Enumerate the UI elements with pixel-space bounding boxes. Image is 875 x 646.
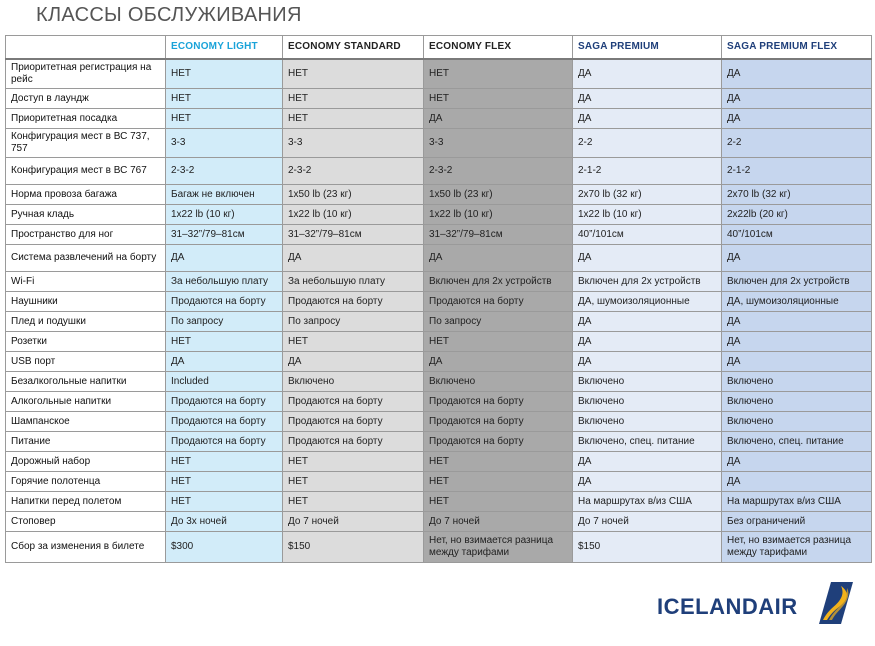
cell-saga-premium: Включено, спец. питание: [573, 432, 722, 452]
cell-economy-standard: ДА: [283, 245, 424, 272]
feature-label: Сбор за изменения в билете: [6, 532, 166, 563]
feature-label: Конфигурация мест в ВС 767: [6, 158, 166, 185]
cell-economy-standard: Продаются на борту: [283, 432, 424, 452]
cell-economy-standard: 2-3-2: [283, 158, 424, 185]
cell-saga-premium: 2-1-2: [573, 158, 722, 185]
cell-economy-light: НЕТ: [166, 452, 283, 472]
header-economy-light: ECONOMY LIGHT: [166, 36, 283, 60]
table-row: [6, 372, 872, 392]
cell-saga-premium-flex: ДА: [722, 452, 872, 472]
cell-economy-light: НЕТ: [166, 89, 283, 109]
cell-saga-premium: 1x22 lb (10 кг): [573, 205, 722, 225]
cell-economy-flex: НЕТ: [424, 472, 573, 492]
feature-label: Стоповер: [6, 512, 166, 532]
feature-label: Ручная кладь: [6, 205, 166, 225]
cell-saga-premium-flex: Включено: [722, 372, 872, 392]
table-row: [6, 452, 872, 472]
cell-economy-light: За небольшую плату: [166, 272, 283, 292]
cell-economy-flex: Нет, но взимается разница между тарифами: [424, 532, 573, 563]
cell-saga-premium: ДА: [573, 312, 722, 332]
cell-economy-standard: НЕТ: [283, 109, 424, 129]
cell-saga-premium-flex: Без ограничений: [722, 512, 872, 532]
cell-economy-light: НЕТ: [166, 472, 283, 492]
cell-economy-flex: НЕТ: [424, 452, 573, 472]
cell-saga-premium: ДА: [573, 472, 722, 492]
cell-economy-light: До 3х ночей: [166, 512, 283, 532]
feature-label: Конфигурация мест в ВС 737, 757: [6, 129, 166, 158]
header-saga-premium: SAGA PREMIUM: [573, 36, 722, 60]
service-classes-table: [5, 35, 872, 563]
feature-label: Шампанское: [6, 412, 166, 432]
cell-saga-premium-flex: На маршрутах в/из США: [722, 492, 872, 512]
cell-economy-flex: Включено: [424, 372, 573, 392]
cell-economy-flex: ДА: [424, 109, 573, 129]
cell-saga-premium: ДА: [573, 109, 722, 129]
cell-saga-premium-flex: ДА: [722, 109, 872, 129]
cell-economy-standard: 31–32”/79–81см: [283, 225, 424, 245]
feature-label: Наушники: [6, 292, 166, 312]
cell-economy-flex: 3-3: [424, 129, 573, 158]
cell-economy-standard: ДА: [283, 352, 424, 372]
cell-saga-premium-flex: Включено, спец. питание: [722, 432, 872, 452]
icelandair-logo: [657, 580, 857, 628]
cell-economy-standard: Включено: [283, 372, 424, 392]
feature-label: Приоритетная посадка: [6, 109, 166, 129]
table-row: [6, 292, 872, 312]
header-economy-standard: ECONOMY STANDARD: [283, 36, 424, 60]
cell-saga-premium-flex: ДА: [722, 472, 872, 492]
cell-saga-premium-flex: ДА: [722, 352, 872, 372]
cell-economy-light: Багаж не включен: [166, 185, 283, 205]
cell-economy-standard: НЕТ: [283, 472, 424, 492]
cell-saga-premium-flex: Включено: [722, 412, 872, 432]
cell-saga-premium: ДА: [573, 59, 722, 89]
cell-economy-light: Продаются на борту: [166, 412, 283, 432]
cell-economy-light: Продаются на борту: [166, 432, 283, 452]
cell-economy-flex: 31–32”/79–81см: [424, 225, 573, 245]
feature-label: Питание: [6, 432, 166, 452]
cell-economy-flex: Включен для 2х устройств: [424, 272, 573, 292]
cell-saga-premium-flex: ДА: [722, 89, 872, 109]
cell-economy-flex: НЕТ: [424, 492, 573, 512]
cell-economy-light: $300: [166, 532, 283, 563]
cell-economy-standard: До 7 ночей: [283, 512, 424, 532]
feature-label: Розетки: [6, 332, 166, 352]
table-row: [6, 89, 872, 109]
cell-saga-premium: $150: [573, 532, 722, 563]
cell-saga-premium: ДА: [573, 245, 722, 272]
cell-saga-premium-flex: 2-2: [722, 129, 872, 158]
cell-economy-light: НЕТ: [166, 332, 283, 352]
table-row: [6, 109, 872, 129]
cell-economy-flex: 2-3-2: [424, 158, 573, 185]
table-row: [6, 312, 872, 332]
feature-label: Wi-Fi: [6, 272, 166, 292]
feature-label: Напитки перед полетом: [6, 492, 166, 512]
cell-economy-flex: ДА: [424, 352, 573, 372]
table-row: [6, 59, 872, 89]
cell-economy-standard: НЕТ: [283, 492, 424, 512]
cell-saga-premium-flex: ДА: [722, 245, 872, 272]
cell-economy-light: НЕТ: [166, 109, 283, 129]
cell-saga-premium: ДА: [573, 352, 722, 372]
feature-label: Доступ в лаундж: [6, 89, 166, 109]
cell-saga-premium-flex: ДА: [722, 312, 872, 332]
cell-economy-standard: НЕТ: [283, 332, 424, 352]
cell-economy-flex: НЕТ: [424, 332, 573, 352]
cell-economy-flex: НЕТ: [424, 59, 573, 89]
cell-saga-premium-flex: 2-1-2: [722, 158, 872, 185]
logo-text: ICELANDAIR: [657, 594, 798, 619]
cell-saga-premium-flex: Нет, но взимается разница между тарифами: [722, 532, 872, 563]
cell-saga-premium-flex: 40”/101см: [722, 225, 872, 245]
cell-economy-flex: Продаются на борту: [424, 292, 573, 312]
cell-economy-standard: По запросу: [283, 312, 424, 332]
cell-saga-premium-flex: 2x70 lb (32 кг): [722, 185, 872, 205]
cell-economy-standard: 3-3: [283, 129, 424, 158]
cell-economy-standard: НЕТ: [283, 452, 424, 472]
table-row: [6, 225, 872, 245]
cell-saga-premium: ДА: [573, 332, 722, 352]
table-row: [6, 472, 872, 492]
feature-label: Алкогольные напитки: [6, 392, 166, 412]
cell-saga-premium: До 7 ночей: [573, 512, 722, 532]
feature-label: Приоритетная регистрация на рейс: [6, 59, 166, 89]
cell-saga-premium: На маршрутах в/из США: [573, 492, 722, 512]
cell-economy-flex: Продаются на борту: [424, 432, 573, 452]
cell-saga-premium: ДА: [573, 452, 722, 472]
header-economy-flex: ECONOMY FLEX: [424, 36, 573, 60]
table-row: [6, 512, 872, 532]
cell-economy-light: 3-3: [166, 129, 283, 158]
cell-economy-flex: Продаются на борту: [424, 412, 573, 432]
cell-saga-premium: ДА: [573, 89, 722, 109]
cell-economy-flex: До 7 ночей: [424, 512, 573, 532]
table-row: [6, 532, 872, 563]
table-row: [6, 185, 872, 205]
tail-fin-icon: [819, 580, 855, 626]
cell-saga-premium-flex: 2x22lb (20 кг): [722, 205, 872, 225]
cell-economy-light: Продаются на борту: [166, 292, 283, 312]
cell-economy-flex: ДА: [424, 245, 573, 272]
cell-saga-premium: 2-2: [573, 129, 722, 158]
table-row: [6, 205, 872, 225]
cell-saga-premium-flex: Включен для 2х устройств: [722, 272, 872, 292]
cell-saga-premium-flex: Включено: [722, 392, 872, 412]
cell-economy-flex: По запросу: [424, 312, 573, 332]
cell-economy-light: Продаются на борту: [166, 392, 283, 412]
header-saga-premium-flex: SAGA PREMIUM FLEX: [722, 36, 872, 60]
cell-economy-light: ДА: [166, 245, 283, 272]
table-row: [6, 392, 872, 412]
cell-economy-light: НЕТ: [166, 492, 283, 512]
cell-economy-flex: Продаются на борту: [424, 392, 573, 412]
table-row: [6, 492, 872, 512]
cell-saga-premium: 40”/101см: [573, 225, 722, 245]
table-row: [6, 412, 872, 432]
cell-economy-standard: 1x22 lb (10 кг): [283, 205, 424, 225]
cell-economy-standard: Продаются на борту: [283, 392, 424, 412]
table-row: [6, 158, 872, 185]
table-row: [6, 332, 872, 352]
table-header-row: [6, 36, 872, 60]
cell-economy-standard: 1x50 lb (23 кг): [283, 185, 424, 205]
table-row: [6, 352, 872, 372]
cell-saga-premium: ДА, шумоизоляционные: [573, 292, 722, 312]
table-row: [6, 245, 872, 272]
feature-label: Плед и подушки: [6, 312, 166, 332]
feature-label: Норма провоза багажа: [6, 185, 166, 205]
cell-economy-light: НЕТ: [166, 59, 283, 89]
table-row: [6, 432, 872, 452]
cell-economy-standard: НЕТ: [283, 89, 424, 109]
cell-economy-light: 1x22 lb (10 кг): [166, 205, 283, 225]
cell-saga-premium: Включено: [573, 372, 722, 392]
feature-label: Система развлечений на борту: [6, 245, 166, 272]
cell-economy-standard: $150: [283, 532, 424, 563]
header-feature: [6, 36, 166, 60]
feature-label: USB порт: [6, 352, 166, 372]
cell-economy-standard: Продаются на борту: [283, 412, 424, 432]
cell-economy-flex: НЕТ: [424, 89, 573, 109]
cell-saga-premium: Включено: [573, 412, 722, 432]
feature-label: Безалкогольные напитки: [6, 372, 166, 392]
cell-economy-flex: 1x22 lb (10 кг): [424, 205, 573, 225]
cell-economy-standard: Продаются на борту: [283, 292, 424, 312]
cell-saga-premium: 2x70 lb (32 кг): [573, 185, 722, 205]
cell-saga-premium: Включен для 2х устройств: [573, 272, 722, 292]
cell-saga-premium: Включено: [573, 392, 722, 412]
cell-economy-standard: За небольшую плату: [283, 272, 424, 292]
feature-label: Пространство для ног: [6, 225, 166, 245]
cell-saga-premium-flex: ДА: [722, 59, 872, 89]
table-row: [6, 129, 872, 158]
cell-saga-premium-flex: ДА, шумоизоляционные: [722, 292, 872, 312]
feature-label: Горячие полотенца: [6, 472, 166, 492]
cell-economy-standard: НЕТ: [283, 59, 424, 89]
cell-economy-light: 31–32”/79–81см: [166, 225, 283, 245]
cell-economy-flex: 1x50 lb (23 кг): [424, 185, 573, 205]
cell-economy-light: По запросу: [166, 312, 283, 332]
cell-saga-premium-flex: ДА: [722, 332, 872, 352]
cell-economy-light: ДА: [166, 352, 283, 372]
cell-economy-light: Included: [166, 372, 283, 392]
cell-economy-light: 2-3-2: [166, 158, 283, 185]
page-title: КЛАССЫ ОБСЛУЖИВАНИЯ: [36, 4, 302, 26]
feature-label: Дорожный набор: [6, 452, 166, 472]
table-row: [6, 272, 872, 292]
